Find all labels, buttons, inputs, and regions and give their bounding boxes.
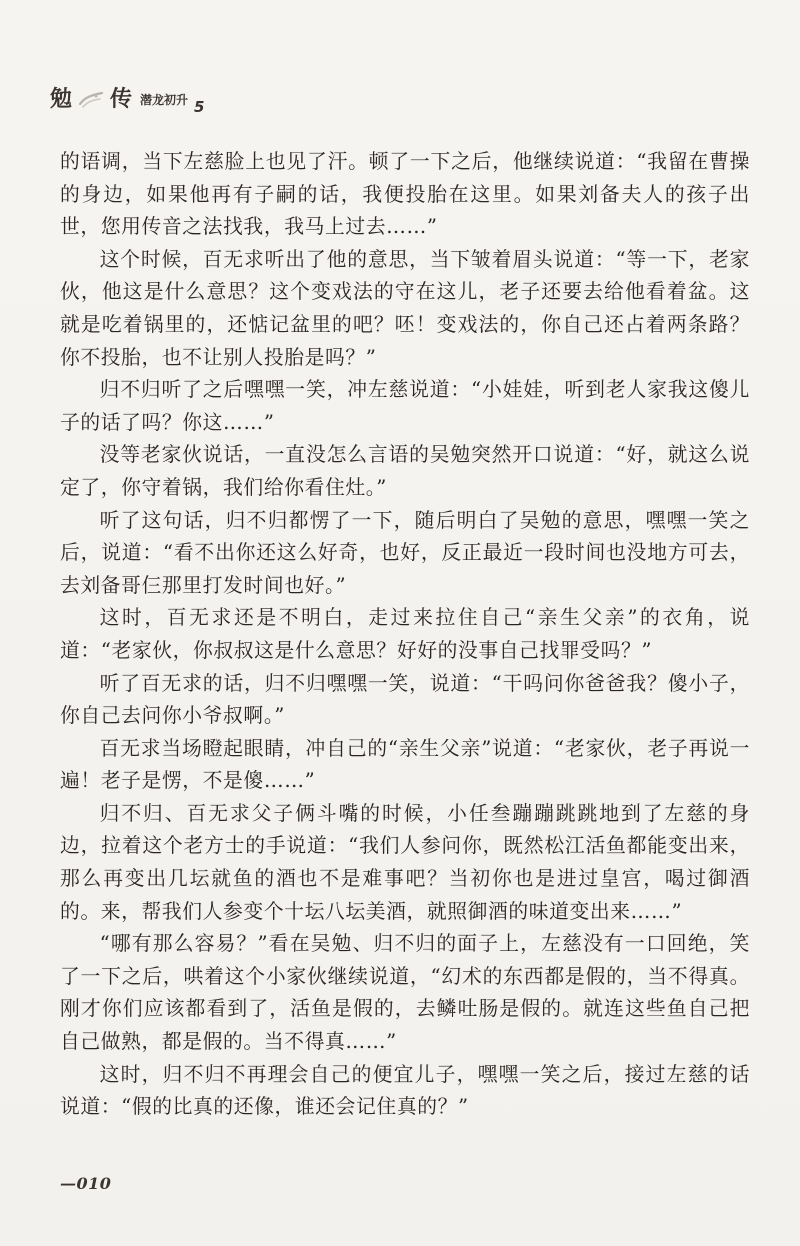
paragraph-11: 这时，归不归不再理会自己的便宜儿子，嘿嘿一笑之后，接过左慈的话说道：“假的比真的还像，谁还会记住真的？” — [60, 1062, 750, 1119]
paragraph-6: 这时，百无求还是不明白，走过来拉住自己“亲生父亲”的衣角，说道：“老家伙，你叔叔这是什么意思？好好的没事自己找罪受吗？” — [60, 606, 750, 662]
header-char-1: 勉 — [50, 86, 73, 112]
paragraph-10: “哪有那么容易？”看在吴勉、归不归的面子上，左慈没有一口回绝，笑了一下之后，哄着这个小家伙继续说道，“幻术的东西都是假的，当不得真。刚才你们应该都看到了，活鱼是假的，去鳞吐肠是假的。就连这些鱼自己把自己做熟，都是假的。当不得真……” — [60, 932, 750, 1054]
paragraph-7: 听了百无求的话，归不归嘿嘿一笑，说道：“干吗问你爸爸我？傻小子，你自己去问你小爷叔啊。” — [60, 671, 750, 728]
paragraph-9: 归不归、百无求父子俩斗嘴的时候，小任叁蹦蹦跳跳地到了左慈的身边，拉着这个老方士的手说道：“我们人参问你，既然松江活鱼都能变出来，那么再变出几坛就鱼的酒也不是难事吧？当初你也是进过皇宫，喝过御酒的。来，帮我们人参变个十坛八坛美酒，就照御酒的味道变出来……” — [60, 801, 750, 923]
paragraph-3: 归不归听了之后嘿嘿一笑，冲左慈说道：“小娃娃，听到老人家我这傻儿子的话了吗？你这……” — [60, 378, 750, 434]
paragraph-4: 没等老家伙说话，一直没怎么言语的吴勉突然开口说道：“好，就这么说定了，你守着锅，我们给你看住灶。” — [60, 443, 750, 499]
paragraph-1: 的语调，当下左慈脸上也见了汗。顿了一下之后，他继续说道：“我留在曹操的身边，如果他再有子嗣的话，我便投胎在这里。如果刘备夫人的孩子出世，您用传音之法找我，我马上过去……” — [60, 150, 750, 239]
header-subtitle: 潜龙初升 — [140, 93, 189, 107]
paragraph-5: 听了这句话，归不归都愣了一下，随后明白了吴勉的意思，嘿嘿一笑之后，说道：“看不出你还这么好奇，也好，反正最近一段时间也没地方可去，去刘备哥仨那里打发时间也好。” — [60, 508, 750, 597]
paragraph-2: 这个时候，百无求听出了他的意思，当下皱着眉头说道：“等一下，老家伙，他这是什么意思？这个变戏法的守在这儿，老子还要去给他看着盆。这就是吃着锅里的，还惦记盆里的吧？呸！变戏法的，你自己还占着两条路？你不投胎，也不让别人投胎是吗？” — [60, 247, 750, 369]
header-volume-number: 5 — [194, 98, 205, 116]
running-header — [50, 70, 205, 116]
body-text — [60, 146, 750, 1124]
ink-brush-ornament-icon — [78, 88, 104, 110]
paragraph-8: 百无求当场瞪起眼睛，冲自己的“亲生父亲”说道：“老家伙，老子再说一遍！老子是愣，不是傻……” — [60, 736, 750, 793]
page-number: —010 — [60, 1174, 112, 1193]
header-char-2: 传 — [110, 86, 133, 112]
